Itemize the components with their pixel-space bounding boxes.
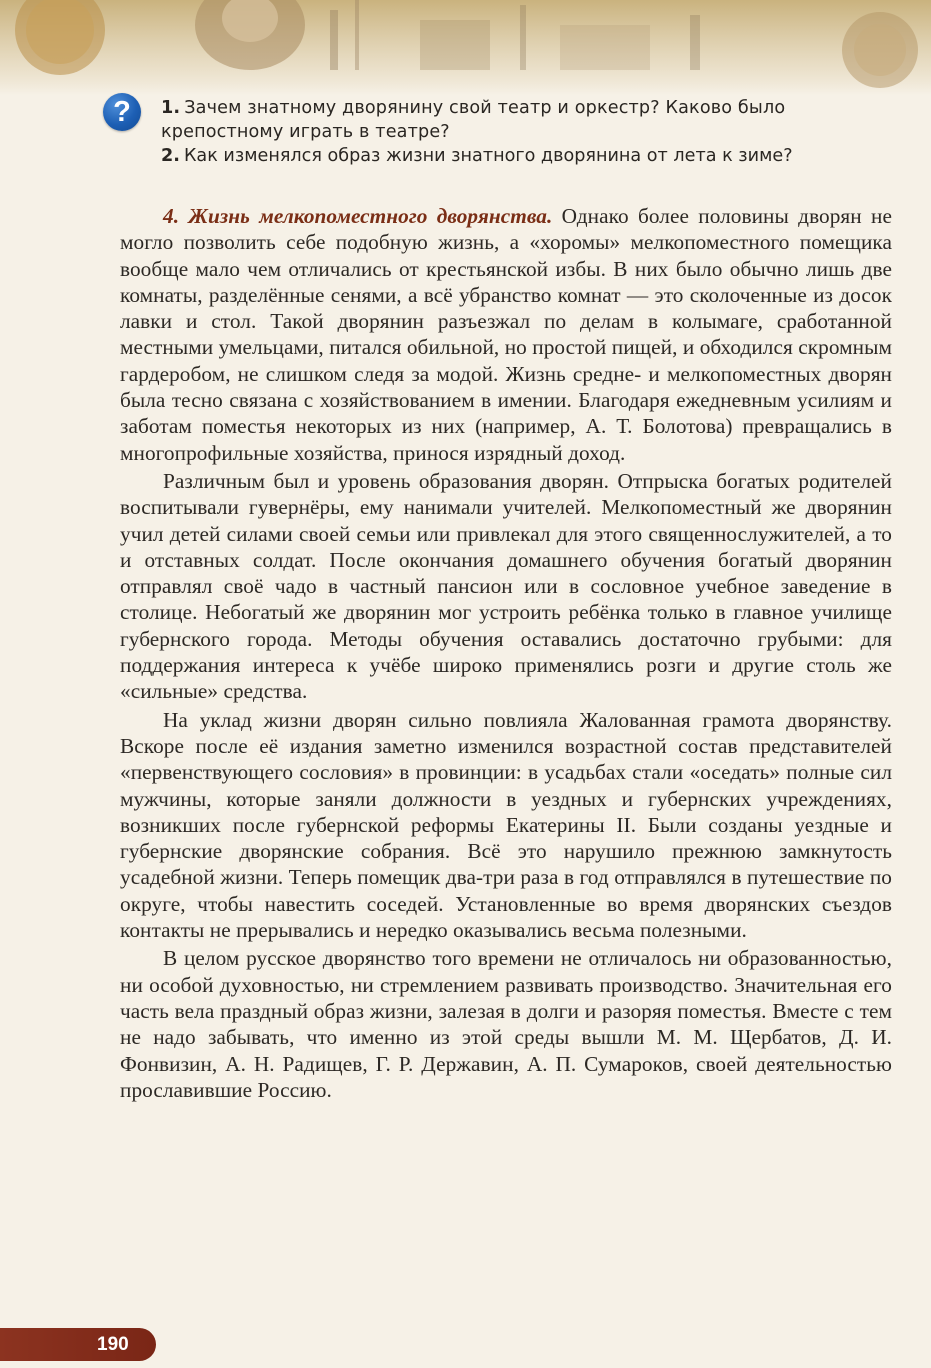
paragraph: Различным был и уровень образования дворян. Отпрыска богатых родителей воспитывали гувернёры, ему нанимали учителей. Мелкопоместный же дворянин учил детей силами своей семьи или привлекал для этого священнослужителей, а то и отставных солдат. После окончания домашнего обучения богатый дворянин отправлял своё чадо в частный пансион или в сословное учебное заведение в столице. Небогатый же дворянин мог устроить ребёнка только в главное училище губернского города. Методы обучения оставались достаточно грубыми: для поддержания интереса к учёбе широко применялись розги и другие столь же «сильные» средства. — [120, 468, 892, 704]
review-questions — [161, 96, 896, 168]
paragraph: На уклад жизни дворян сильно повлияла Жалованная грамота дворянству. Вскоре после её издания заметно изменился возрастной состав представителей «первенствующего сословия» в провинции: в усадьбах стали «оседать» полные сил мужчины, которые заняли должности в уездных и губернских учреждениях, возникших после губернской реформы Екатерины II. Были созданы уездные и губернские дворянские собрания. Всё это нарушило прежнюю замкнутость усадебной жизни. Теперь помещик два-три раза в год отправлялся в путешествие по округе, чтобы навестить соседей. Установленные во время дворянских съездов контакты не прерывались и нередко оказывались весьма полезными. — [120, 707, 892, 943]
question-number: 1. — [161, 98, 181, 118]
question-item — [161, 96, 896, 144]
question-text: Как изменялся образ жизни знатного дворянина от лета к зиме? — [183, 146, 793, 166]
header-illustration — [0, 0, 931, 95]
question-item — [161, 144, 896, 168]
question-number: 2. — [161, 146, 180, 166]
question-mark-icon: ? — [103, 93, 141, 131]
page-number: 190 — [97, 1334, 129, 1355]
section-heading: 4. Жизнь мелкопоместного дворянства. — [163, 204, 553, 228]
header-collage-image — [0, 0, 931, 95]
section-body — [120, 203, 892, 1103]
paragraph-text: Однако более половины дворян не могло позволить себе подобную жизнь, а «хоромы» мелкопоместного помещика вообще мало чем отличались от крестьянской избы. В них было обычно лишь две комнаты, разделённые сенями, а всё убранство комнат — это сколоченные из досок лавки и стол. Такой дворянин разъезжал по делам в колымаге, сработанной местными умельцами, питался обильной, но простой пищей, и обходился скромным гардеробом, не слишком следя за модой. Жизнь средне- и мелкопоместных дворян была тесно связана с хозяйствованием в имении. Благодаря ежедневным усилиям и заботам поместья некоторых из них (например, А. Т. Болотова) превращались в многопрофильные хозяйства, принося изрядный доход. — [120, 204, 892, 465]
question-text: Зачем знатному дворянину свой театр и оркестр? Каково было крепостному играть в театре? — [161, 98, 786, 142]
paragraph — [120, 203, 892, 466]
paragraph: В целом русское дворянство того времени не отличалось ни образованностью, ни особой духовностью, ни стремлением развивать производство. Значительная его часть вела праздный образ жизни, залезая в долги и разоряя поместья. Вместе с тем не надо забывать, что именно из этой среды вышли М. М. Щербатов, Д. И. Фонвизин, А. Н. Радищев, Г. Р. Державин, А. П. Сумароков, своей деятельностью прославившие Россию. — [120, 946, 892, 1102]
